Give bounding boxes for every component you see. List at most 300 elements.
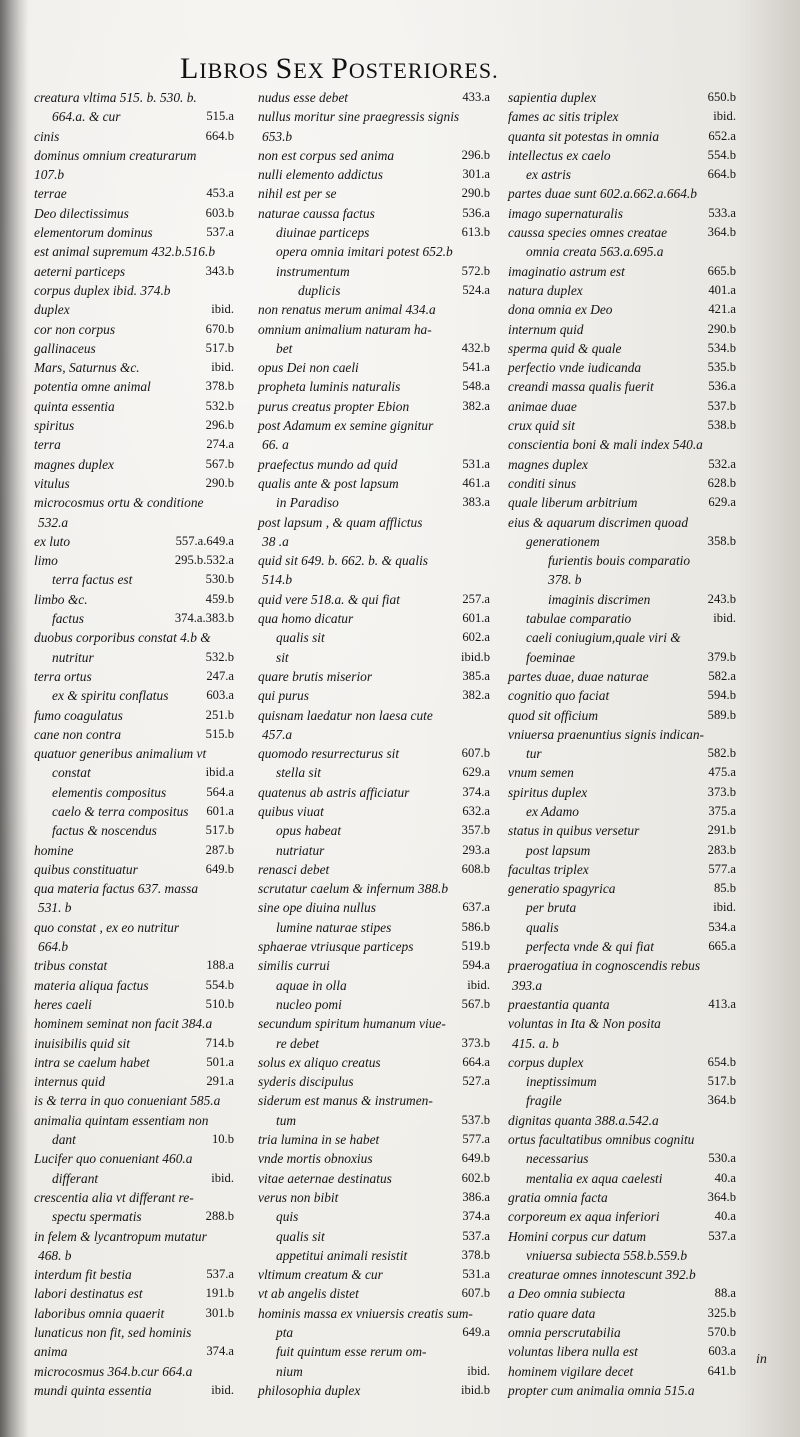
entry-page-ref: 373.b xyxy=(707,784,736,799)
index-entry xyxy=(258,667,490,686)
index-column-3 xyxy=(508,88,736,1400)
index-entry xyxy=(258,165,490,184)
index-entry xyxy=(508,918,736,937)
index-entry xyxy=(34,879,234,898)
header-initial-2: S xyxy=(275,52,294,85)
entry-page-ref: ibid. xyxy=(211,302,234,317)
index-entry xyxy=(258,956,490,975)
entry-page-ref: 379.b xyxy=(707,649,736,664)
entry-page-ref: 538.b xyxy=(707,418,736,433)
entry-page-ref: 649.a xyxy=(462,1325,490,1339)
entry-term: foeminae xyxy=(526,649,576,665)
entry-term: gallinaceus xyxy=(34,340,96,356)
entry-term: verus non bibit xyxy=(258,1189,339,1205)
entry-page-ref: 385.a xyxy=(462,668,490,683)
entry-term: qualis sit xyxy=(276,1228,325,1244)
entry-term: tur xyxy=(526,746,542,762)
entry-term: labori destinatus est xyxy=(34,1286,143,1302)
index-entry xyxy=(34,590,234,609)
entry-page-ref: 537.a xyxy=(206,1267,234,1282)
entry-term: fumo coagulatus xyxy=(34,707,123,723)
entry-term: 514.b xyxy=(262,572,293,588)
entry-term: magnes duplex xyxy=(508,456,588,472)
index-entry xyxy=(258,1304,490,1323)
entry-page-ref: 537.a xyxy=(462,1228,490,1243)
index-entry xyxy=(258,107,490,126)
entry-page-ref: 554.b xyxy=(707,147,736,162)
entry-page-ref: 536.a xyxy=(708,379,736,394)
index-entry xyxy=(258,725,490,744)
entry-page-ref: 577.a xyxy=(708,861,736,876)
entry-page-ref: 475.a xyxy=(708,765,736,780)
entry-term: Deo dilectissimus xyxy=(34,205,129,221)
entry-term: propheta luminis naturalis xyxy=(258,379,401,395)
index-entry xyxy=(258,1227,490,1246)
entry-term: conditi sinus xyxy=(508,475,577,491)
entry-term: quod sit officium xyxy=(508,707,599,723)
index-entry xyxy=(258,1381,490,1400)
index-entry xyxy=(258,1149,490,1168)
entry-term: animae duae xyxy=(508,398,577,414)
entry-page-ref: 602.b xyxy=(461,1170,490,1185)
running-header xyxy=(180,52,620,86)
entry-term: vniuersa praenuntius signis indican- xyxy=(508,726,705,742)
entry-term: mundi quinta essentia xyxy=(34,1382,152,1398)
entry-page-ref: 534.a xyxy=(708,919,736,934)
entry-page-ref: 413.a xyxy=(708,996,736,1011)
entry-page-ref: 374.a xyxy=(462,784,490,799)
index-entry xyxy=(508,1342,736,1361)
entry-term: syderis discipulus xyxy=(258,1074,354,1090)
entry-term: cinis xyxy=(34,128,60,144)
index-entry xyxy=(508,1362,736,1381)
index-entry xyxy=(34,281,234,300)
entry-term: tum xyxy=(276,1112,297,1128)
entry-term: quis xyxy=(276,1209,299,1225)
entry-term: generatio spagyrica xyxy=(508,881,616,897)
entry-page-ref: 589.b xyxy=(707,707,736,722)
entry-page-ref: 459.b xyxy=(205,591,234,606)
entry-term: nullus moritur sine praegressis signis xyxy=(258,109,460,125)
index-entry xyxy=(258,1207,490,1226)
index-entry xyxy=(508,532,736,551)
entry-term: 664.b xyxy=(38,939,69,955)
index-entry xyxy=(34,1323,234,1342)
entry-page-ref: 293.a xyxy=(462,842,490,857)
entry-page-ref: 577.a xyxy=(462,1132,490,1147)
index-entry xyxy=(258,821,490,840)
index-entry xyxy=(508,686,736,705)
entry-term: perfecta vnde & qui fiat xyxy=(526,939,654,955)
entry-term: crux quid sit xyxy=(508,418,575,434)
index-entry xyxy=(508,648,736,667)
entry-page-ref: ibid.a xyxy=(205,765,234,780)
entry-page-ref: 603.a xyxy=(206,688,234,703)
entry-term: vniuersa subiecta 558.b.559.b xyxy=(526,1247,688,1263)
entry-term: dant xyxy=(52,1132,76,1148)
entry-term: creaturae omnes innotescunt 392.b xyxy=(508,1267,696,1283)
entry-page-ref: 665.b xyxy=(707,263,736,278)
index-entry xyxy=(508,821,736,840)
entry-term: ex & spiritu conflatus xyxy=(52,688,169,704)
entry-page-ref: 519.b xyxy=(461,939,490,954)
header-initial-3: P xyxy=(331,52,349,85)
entry-term: appetitui animali resistit xyxy=(276,1247,408,1263)
entry-page-ref: 632.a xyxy=(462,803,490,818)
entry-term: limbo &c. xyxy=(34,591,88,607)
entry-term: post Adamum ex semine gignitur xyxy=(258,418,434,434)
entry-term: terra ortus xyxy=(34,668,92,684)
entry-page-ref: ibid. xyxy=(467,977,490,992)
index-entry xyxy=(508,725,736,744)
index-entry xyxy=(34,1169,234,1188)
entry-term: omnia perscrutabilia xyxy=(508,1325,621,1340)
index-entry xyxy=(258,1188,490,1207)
index-entry xyxy=(258,937,490,956)
index-entry xyxy=(34,744,234,763)
entry-term: creatura vltima 515. b. 530. b. xyxy=(34,90,197,105)
entry-page-ref: 527.a xyxy=(462,1074,490,1089)
entry-term: praerogatiua in cognoscendis rebus xyxy=(508,958,701,974)
entry-term: microcosmus 364.b.cur 664.a xyxy=(34,1363,193,1379)
entry-page-ref: 301.a xyxy=(462,167,490,182)
entry-term: quid sit 649. b. 662. b. & qualis xyxy=(258,553,428,569)
entry-term: imaginis discrimen xyxy=(548,591,651,607)
entry-page-ref: 378.b xyxy=(205,379,234,394)
index-entry xyxy=(34,300,234,319)
entry-page-ref: 582.a xyxy=(708,668,736,683)
index-entry xyxy=(34,551,234,570)
index-entry xyxy=(34,165,234,184)
entry-page-ref: 664.b xyxy=(205,128,234,143)
entry-page-ref: 287.b xyxy=(205,842,234,857)
index-entry xyxy=(508,320,736,339)
entry-term: a Deo omnia subiecta xyxy=(508,1286,626,1302)
entry-term: anima xyxy=(34,1344,68,1360)
index-entry xyxy=(508,1111,736,1130)
index-entry xyxy=(34,1188,234,1207)
entry-term: imago supernaturalis xyxy=(508,205,623,221)
entry-page-ref: 641.b xyxy=(707,1363,736,1378)
entry-page-ref: 530.a xyxy=(708,1151,736,1166)
index-entry xyxy=(258,648,490,667)
entry-term: stella sit xyxy=(276,765,322,781)
index-entry xyxy=(508,416,736,435)
index-entry xyxy=(508,841,736,860)
entry-term: magnes duplex xyxy=(34,456,114,472)
entry-page-ref: 257.a xyxy=(462,591,490,606)
entry-page-ref: 532.a xyxy=(708,456,736,471)
entry-page-ref: 291.a xyxy=(206,1074,234,1089)
entry-page-ref: 290.b xyxy=(205,475,234,490)
entry-term: omnia creata 563.a.695.a xyxy=(526,244,664,260)
entry-term: quatenus ab astris afficiatur xyxy=(258,784,410,800)
entry-page-ref: 524.a xyxy=(462,282,490,297)
entry-term: homine xyxy=(34,842,74,858)
index-entry xyxy=(34,377,234,396)
index-entry xyxy=(508,590,736,609)
index-entry xyxy=(34,918,234,937)
index-entry xyxy=(258,320,490,339)
index-entry xyxy=(508,1381,736,1400)
entry-term: Lucifer quo conueniant 460.a xyxy=(34,1151,193,1167)
index-entry xyxy=(258,590,490,609)
entry-page-ref: 291.b xyxy=(707,823,736,838)
index-entry xyxy=(34,204,234,223)
entry-term: facultas triplex xyxy=(508,861,589,877)
index-entry xyxy=(508,107,736,126)
index-entry xyxy=(34,1342,234,1361)
index-entry xyxy=(34,146,234,165)
entry-page-ref: 637.a xyxy=(462,900,490,915)
index-entry xyxy=(34,262,234,281)
index-entry xyxy=(34,1111,234,1130)
entry-page-ref: 378.b xyxy=(461,1247,490,1262)
entry-page-ref: ibid. xyxy=(211,1382,234,1397)
entry-term: corpus duplex xyxy=(508,1054,584,1070)
index-entry xyxy=(34,1246,234,1265)
entry-term: crescentia alia vt differant re- xyxy=(34,1189,194,1205)
index-entry xyxy=(508,435,736,454)
index-entry xyxy=(508,493,736,512)
entry-term: qui purus xyxy=(258,688,309,704)
index-entry xyxy=(34,242,234,261)
entry-term: elementis compositus xyxy=(52,784,167,800)
entry-term: nium xyxy=(276,1363,303,1379)
entry-term: limo xyxy=(34,553,58,569)
entry-page-ref: 88.a xyxy=(714,1286,736,1301)
entry-term: vitulus xyxy=(34,475,70,491)
index-entry xyxy=(508,956,736,975)
entry-page-ref: 364.b xyxy=(707,225,736,240)
index-entry xyxy=(508,184,736,203)
entry-term: factus xyxy=(52,611,84,627)
index-entry xyxy=(258,1130,490,1149)
index-entry xyxy=(258,204,490,223)
index-entry xyxy=(508,88,736,107)
index-entry xyxy=(258,1169,490,1188)
entry-page-ref: 601.a xyxy=(462,611,490,626)
index-entry xyxy=(258,1323,490,1342)
entry-page-ref: 714.b xyxy=(205,1035,234,1050)
entry-term: qua homo dicatur xyxy=(258,611,354,627)
index-entry xyxy=(508,1188,736,1207)
index-entry xyxy=(34,1381,234,1400)
entry-page-ref: 301.b xyxy=(205,1305,234,1320)
entry-term: instrumentum xyxy=(276,263,350,279)
index-entry xyxy=(34,1227,234,1246)
index-entry xyxy=(508,744,736,763)
entry-term: perfectio vnde iudicanda xyxy=(508,360,642,376)
index-entry xyxy=(258,744,490,763)
entry-page-ref: ibid. xyxy=(713,900,736,915)
entry-page-ref: 358.b xyxy=(707,533,736,548)
entry-term: nudus esse debet xyxy=(258,90,348,105)
entry-term: intellectus ex caelo xyxy=(508,147,611,163)
index-entry xyxy=(34,1014,234,1033)
entry-term: partes duae sunt 602.a.662.a.664.b xyxy=(508,186,697,202)
index-entry xyxy=(508,898,736,917)
index-entry xyxy=(508,474,736,493)
entry-term: microcosmus ortu & conditione xyxy=(34,495,204,511)
index-entry xyxy=(34,1265,234,1284)
index-entry xyxy=(258,281,490,300)
entry-term: nucleo pomi xyxy=(276,996,342,1012)
index-entry xyxy=(258,570,490,589)
entry-term: duplicis xyxy=(298,282,341,298)
entry-page-ref: 85.b xyxy=(713,881,736,896)
index-entry xyxy=(34,455,234,474)
entry-page-ref: 288.b xyxy=(205,1209,234,1224)
entry-page-ref: 433.a xyxy=(462,90,490,104)
index-entry xyxy=(258,262,490,281)
index-entry xyxy=(258,1265,490,1284)
index-entry xyxy=(34,802,234,821)
entry-term: solus ex aliquo creatus xyxy=(258,1054,381,1070)
entry-page-ref: 649.b xyxy=(461,1151,490,1166)
entry-term: 653.b xyxy=(262,128,293,144)
entry-page-ref: 357.b xyxy=(461,823,490,838)
index-entry xyxy=(34,1034,234,1053)
index-entry xyxy=(34,783,234,802)
index-entry xyxy=(508,1265,736,1284)
entry-term: est animal supremum 432.b.516.b xyxy=(34,244,216,260)
entry-term: corporeum ex aqua inferiori xyxy=(508,1209,660,1225)
entry-page-ref: 295.b.532.a xyxy=(174,553,234,568)
index-entry xyxy=(258,1111,490,1130)
entry-page-ref: 364.b xyxy=(707,1189,736,1204)
index-entry xyxy=(258,1246,490,1265)
index-entry xyxy=(34,339,234,358)
index-entry xyxy=(508,358,736,377)
entry-term: hominem vigilare decet xyxy=(508,1363,634,1379)
entry-term: vnum semen xyxy=(508,765,574,781)
index-entry xyxy=(258,1362,490,1381)
entry-term: imaginatio astrum est xyxy=(508,263,625,279)
entry-term: interdum fit bestia xyxy=(34,1267,132,1283)
entry-term: ratio quare data xyxy=(508,1305,596,1321)
index-entry xyxy=(258,358,490,377)
index-entry xyxy=(258,242,490,261)
entry-page-ref: 517.b xyxy=(707,1074,736,1089)
entry-page-ref: ibid.b xyxy=(460,1382,490,1397)
entry-page-ref: 607.b xyxy=(461,1286,490,1301)
entry-term: opera omnia imitari potest 652.b xyxy=(276,244,453,260)
entry-term: quomodo resurrecturus sit xyxy=(258,746,400,762)
index-entry xyxy=(508,339,736,358)
entry-page-ref: 594.a xyxy=(462,958,490,973)
index-entry xyxy=(34,648,234,667)
entry-page-ref: ibid. xyxy=(211,360,234,375)
entry-term: spiritus duplex xyxy=(508,784,588,800)
entry-term: duplex xyxy=(34,302,70,318)
entry-page-ref: 572.b xyxy=(461,263,490,278)
index-entry xyxy=(508,860,736,879)
index-entry xyxy=(34,358,234,377)
entry-page-ref: 374.a xyxy=(462,1209,490,1224)
entry-page-ref: 191.b xyxy=(205,1286,234,1301)
index-entry xyxy=(508,146,736,165)
entry-page-ref: 247.a xyxy=(206,668,234,683)
index-entry xyxy=(258,416,490,435)
entry-term: vt ab angelis distet xyxy=(258,1286,359,1302)
index-entry xyxy=(508,976,736,995)
entry-page-ref: 537.a xyxy=(206,225,234,240)
entry-page-ref: 532.b xyxy=(205,398,234,413)
index-entry xyxy=(34,1362,234,1381)
index-entry xyxy=(508,1149,736,1168)
index-entry xyxy=(508,995,736,1014)
entry-term: lunaticus non fit, sed hominis xyxy=(34,1325,192,1340)
entry-page-ref: 603.a xyxy=(708,1344,736,1359)
index-entry xyxy=(258,706,490,725)
index-entry xyxy=(34,995,234,1014)
entry-term: generationem xyxy=(526,533,600,549)
entry-term: caeli coniugium,quale viri & xyxy=(526,630,681,646)
index-entry xyxy=(34,320,234,339)
entry-term: 457.a xyxy=(262,726,293,742)
entry-page-ref: 665.a xyxy=(708,939,736,954)
entry-page-ref: 386.a xyxy=(462,1189,490,1204)
entry-page-ref: 188.a xyxy=(206,958,234,973)
entry-term: voluntas libera nulla est xyxy=(508,1344,638,1360)
entry-term: sine ope diuina nullus xyxy=(258,900,376,916)
index-entry xyxy=(508,551,736,570)
entry-term: 66. a xyxy=(262,437,289,453)
index-entry xyxy=(258,763,490,782)
entry-term: nulli elemento addictus xyxy=(258,167,383,183)
index-entry xyxy=(34,1304,234,1323)
entry-page-ref: 274.a xyxy=(206,437,234,452)
page-gutter-shadow xyxy=(0,0,28,1437)
index-entry xyxy=(258,435,490,454)
index-entry xyxy=(258,918,490,937)
entry-term: mentalia ex aqua caelesti xyxy=(526,1170,663,1186)
entry-term: in Paradiso xyxy=(276,495,339,511)
entry-term: quo constat , ex eo nutritur xyxy=(34,919,180,935)
index-entry xyxy=(508,300,736,319)
entry-page-ref: 243.b xyxy=(707,591,736,606)
index-entry xyxy=(258,493,490,512)
entry-page-ref: ibid. xyxy=(713,109,736,124)
header-initial-1: L xyxy=(180,52,200,85)
index-entry xyxy=(508,1323,736,1342)
entry-term: post lapsum , & quam afflictus xyxy=(258,514,423,530)
entry-page-ref: ibid.b xyxy=(460,649,490,664)
entry-term: eius & aquarum discrimen quoad xyxy=(508,514,689,530)
index-entry xyxy=(258,532,490,551)
entry-term: propter cum animalia omnia 515.a xyxy=(508,1382,695,1398)
entry-page-ref: 531.a xyxy=(462,456,490,471)
entry-term: scrutatur caelum & infernum 388.b xyxy=(258,881,449,897)
entry-page-ref: 40.a xyxy=(714,1170,736,1185)
entry-page-ref: 40.a xyxy=(714,1209,736,1224)
entry-page-ref: 537.b xyxy=(461,1112,490,1127)
entry-term: qualis xyxy=(526,919,559,935)
entry-term: necessarius xyxy=(526,1151,589,1167)
header-word-2: EX xyxy=(293,58,332,83)
entry-term: ex luto xyxy=(34,533,71,549)
index-entry xyxy=(258,1053,490,1072)
entry-page-ref: 652.a xyxy=(708,128,736,143)
index-entry xyxy=(34,628,234,647)
entry-term: materia aliqua factus xyxy=(34,977,149,993)
index-entry xyxy=(508,1246,736,1265)
entry-term: dona omnia ex Deo xyxy=(508,302,613,318)
entry-page-ref: 567.b xyxy=(205,456,234,471)
entry-page-ref: 602.a xyxy=(462,630,490,645)
index-entry xyxy=(508,1130,736,1149)
